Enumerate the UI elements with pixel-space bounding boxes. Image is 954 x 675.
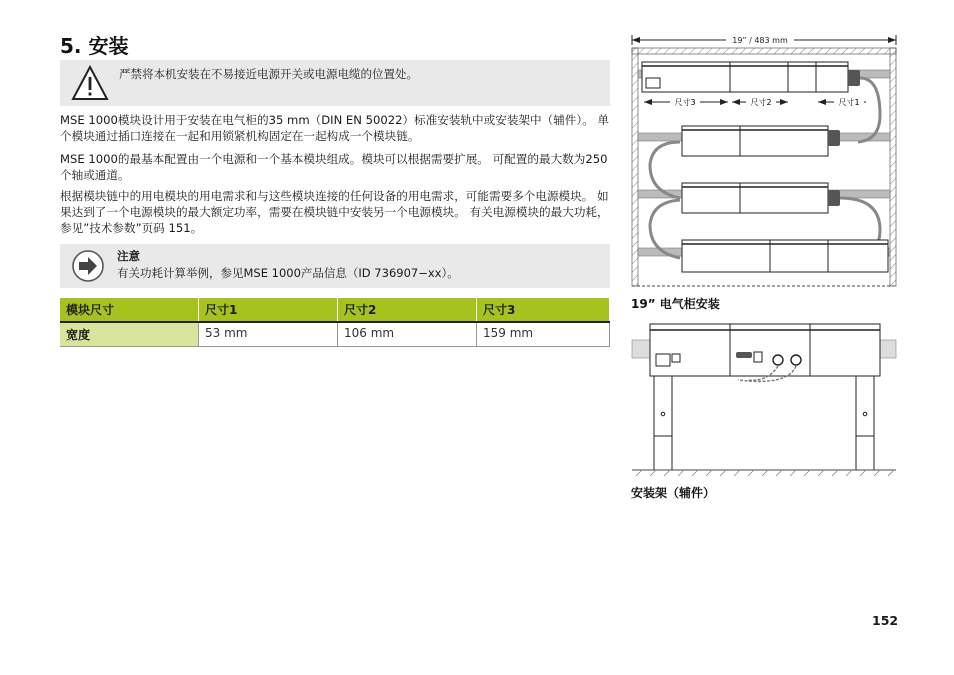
section-heading: 5. 安装 (60, 34, 129, 58)
warning-box (60, 60, 610, 106)
table-header: 模块尺寸 (60, 298, 199, 322)
table-row (60, 322, 610, 347)
figure-1-caption: 19” 电气柜安装 (631, 297, 720, 311)
table-cell: 159 mm (477, 322, 610, 347)
table-header: 尺寸2 (338, 298, 477, 322)
cabinet-installation-figure (628, 30, 900, 290)
note-box (60, 244, 610, 288)
table-cell: 106 mm (338, 322, 477, 347)
table-header: 尺寸1 (199, 298, 338, 322)
figure-2-caption: 安装架（辅件） (631, 486, 716, 500)
table-cell: 宽度 (60, 322, 199, 347)
page-number: 152 (872, 613, 899, 628)
note-title: 注意 (117, 249, 140, 263)
table-header-row (60, 298, 610, 322)
module-size-table (60, 298, 610, 347)
arrow-right-icon (71, 249, 105, 283)
dimension-2-label: 尺寸2 (750, 98, 772, 107)
mounting-rack-figure (628, 318, 900, 478)
cabinet-width-label: 19” / 483 mm (732, 36, 788, 45)
paragraph-3: 根据模块链中的用电模块的用电需求和与这些模块连接的任何设备的用电需求，可能需要多个电源模块。 如果达到了一个电源模块的最大额定功率，需要在模块链中安装另一个电源模块。 有关电源模块的最大功耗，参见”技术参数”页码 151。 (60, 189, 609, 235)
table-header: 尺寸3 (477, 298, 610, 322)
warning-text: 严禁将本机安装在不易接近电源开关或电源电缆的位置处。 (119, 67, 418, 81)
dimension-3-label: 尺寸3 (674, 98, 696, 107)
paragraph-1: MSE 1000模块设计用于安装在电气柜的35 mm（DIN EN 50022）标准安装轨中或安装架中（辅件）。 单个模块通过插口连接在一起和用锁紧机构固定在一起构成一个模块链。 (60, 113, 610, 143)
warning-triangle-icon (70, 64, 110, 102)
dimension-1-label: 尺寸1 (838, 98, 860, 107)
paragraph-2: MSE 1000的最基本配置由一个电源和一个基本模块组成。模块可以根据需要扩展。 可配置的最大数为250个轴或通道。 (60, 152, 608, 182)
note-text: 有关功耗计算举例，参见MSE 1000产品信息（ID 736907−xx）。 (117, 266, 459, 280)
table-cell: 53 mm (199, 322, 338, 347)
